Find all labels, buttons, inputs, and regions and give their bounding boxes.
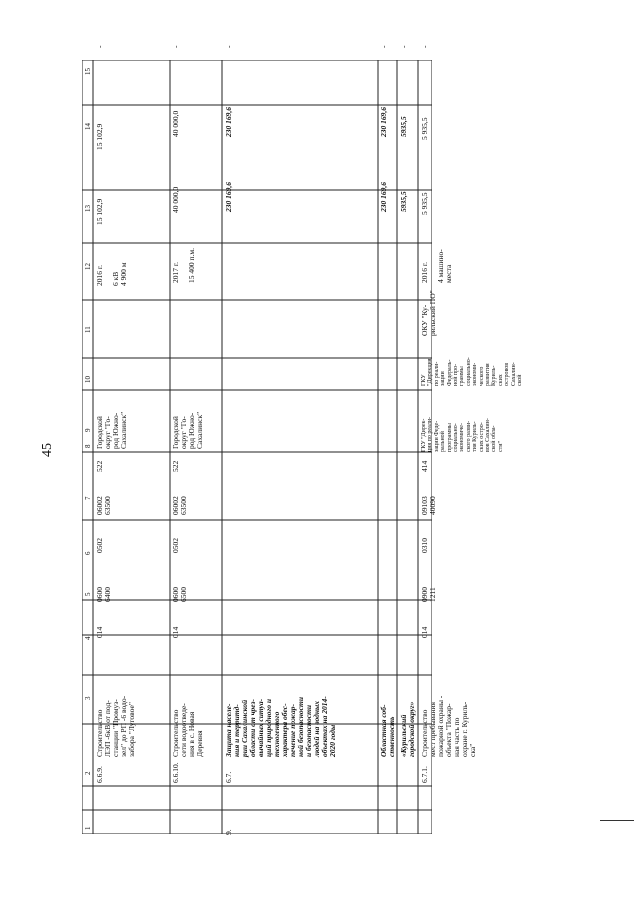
row-6-7-1-c10: ГКУ "Дирекция по реали- зации Федераль- ной про- граммы социально- экономи- ческого развития Куриль- ских островов Сахалин- ской <box>421 357 524 386</box>
col-number-4: 4 <box>84 636 92 640</box>
row-6-6-9-c14: 15 102,9 <box>95 123 104 150</box>
row-regional-property-name: Областная соб- ственность <box>379 704 396 757</box>
row-6-7-1-c13: 5 935,5 <box>420 192 429 215</box>
row-6-6-9-c8: 522 <box>95 460 104 472</box>
row-6-7-1-c4: 014 <box>420 626 429 638</box>
col-number-11: 11 <box>84 326 92 333</box>
row-6-6-10-c7: 06002 63500 <box>171 496 188 515</box>
row-6-6-10-c13: 40 000,0 <box>171 186 180 213</box>
col-number-5: 5 <box>84 592 92 596</box>
row-6-6-9-c5: 0600 6400 <box>95 587 112 602</box>
row-kurilsk-c13: 5935,5 <box>399 191 408 212</box>
row-6-6-10-c8: 522 <box>171 460 180 472</box>
row-6-6-9-c7: 06002 63500 <box>95 496 112 515</box>
row-6-6-9-c9: Городской округ "Го- род Южно- Сахалинск" <box>95 411 128 449</box>
row-6-6-9-name: Строительство ЛЭП -6кВ от под- станции "Промуз- зел" до РП -6 водо- забора "Луговое" <box>95 695 136 757</box>
row-6-6-10-c5: 0600 6500 <box>171 587 188 602</box>
row-kurilsk-c14: 5935,5 <box>399 116 408 137</box>
col-number-14: 14 <box>84 123 92 130</box>
row-6-7-1-name: Строительство мест пребывания пожарной охраны - объекта "Пожар- ная часть по охране г. Куриль- ска" <box>420 695 477 757</box>
row-6-7-1-c6: 0310 <box>420 538 429 553</box>
row-6-6-10-c9: Городской округ "Го- род Южно- Сахалинск" <box>171 411 204 449</box>
row-6-6-9-c12: 2016 г. 6 кВ 4 900 м <box>95 262 128 286</box>
row-6-7-1-c14: 5 935,5 <box>420 117 429 140</box>
row-regional-property-c13: 230 169,6 <box>379 182 388 212</box>
col-number-13: 13 <box>84 205 92 212</box>
margin-line <box>600 820 634 821</box>
row-6-6-9-number: 6.6.9. <box>95 766 104 783</box>
col-number-9: 9 <box>84 428 92 432</box>
row-section-9-index: 9. <box>224 829 233 835</box>
row-kurilsk-name: «Курильский городской округ» <box>399 701 416 757</box>
row-6-6-10-c4: 014 <box>171 626 180 638</box>
col-number-8: 8 <box>84 444 92 448</box>
row-6-7-number: 6.7. <box>224 771 233 783</box>
row-6-7-1-c11: ОКУ "Ку- рильский ПО" <box>420 290 437 336</box>
row-6-7-c14: 230 169,6 <box>224 107 233 137</box>
row-6-6-10-name: Строительство сети водоотведе- ния в с. Новая Деревня <box>171 703 204 757</box>
row-6-7-1-c7: 09103 40090 <box>420 496 437 515</box>
row-6-6-9-c4: 014 <box>95 626 104 638</box>
col-number-1: 1 <box>84 826 92 830</box>
row-6-6-9-c13: 15 102,9 <box>95 198 104 225</box>
col-number-12: 12 <box>84 263 92 270</box>
row-6-6-10-c14: 40 000,0 <box>171 110 180 137</box>
row-6-7-1-c8: 414 <box>420 460 429 472</box>
row-regional-property-c15: - <box>379 45 388 48</box>
col-number-3: 3 <box>84 696 92 700</box>
row-6-7-name: Защита населе- ния и территд- рии Сахалинской области от чрез- вычайных ситуа- ций природного и техногенного характера обес- печение пожар- ной безопасности и безопасности людей на водных объектах на 2014- 2020 годы <box>224 696 337 757</box>
row-6-7-1-c9: ГКУ "Дирек- ция по реали- зации Феде- ральной программы социально- экономиче- ского разви- тия Куриль- ских остро- вов Сахалин- ской обла- сти" <box>421 416 504 452</box>
col-number-10: 10 <box>84 376 92 383</box>
row-6-6-10-c15: - <box>171 45 180 48</box>
col-number-15: 15 <box>84 68 92 75</box>
row-regional-property-c14: 230 169,6 <box>379 107 388 137</box>
col-number-7: 7 <box>84 496 92 500</box>
row-6-6-10-c12: 2017 г. 15 400 п.м. <box>171 247 196 283</box>
row-6-7-c15: - <box>224 45 233 48</box>
row-6-6-10-number: 6.6.10. <box>171 762 180 783</box>
row-kurilsk-c15: - <box>399 45 408 48</box>
row-6-7-1-c15: - <box>420 45 429 48</box>
col-number-6: 6 <box>84 551 92 555</box>
row-6-7-1-number: 6.7.1. <box>420 766 429 783</box>
row-6-7-1-c5: 0900 1211 <box>420 587 437 602</box>
row-6-7-c13: 230 169,6 <box>224 182 233 212</box>
row-6-6-9-c15: - <box>95 45 104 48</box>
col-number-2: 2 <box>84 771 92 775</box>
row-6-6-9-c6: 0502 <box>95 538 104 553</box>
row-6-6-10-c6: 0502 <box>171 538 180 553</box>
page-number: 45 <box>40 443 55 457</box>
row-6-7-1-c12: 2016 г. 4 машино- места <box>420 249 453 283</box>
